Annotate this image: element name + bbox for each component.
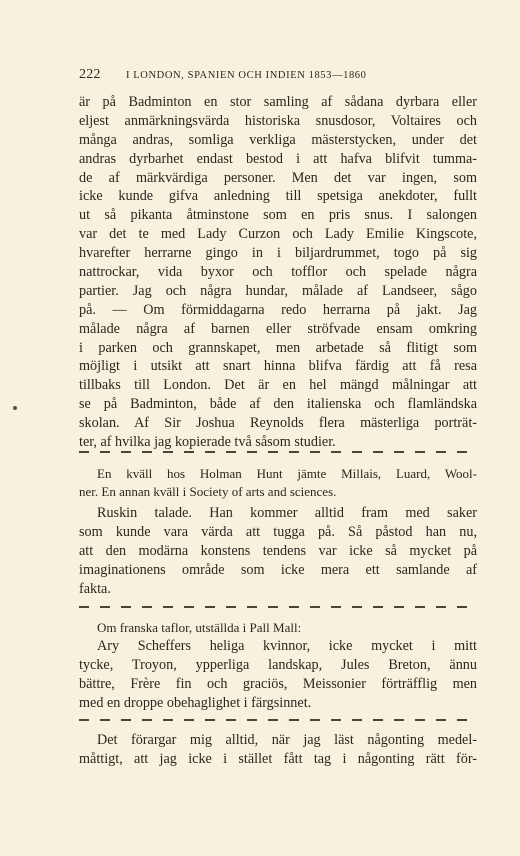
page-header <box>79 67 479 83</box>
section-divider <box>79 451 477 453</box>
text-line: ut så pikanta åtminstone som en pris snus. I salongen <box>79 207 477 224</box>
text-line: möjligt i utsikt att snart hinna blifva färdig att få resa <box>79 358 477 375</box>
text-line: ter, af hvilka jag kopierade två såsom studier. <box>79 434 336 451</box>
text-line: Ary Scheffers heliga kvinnor, icke mycket i mitt <box>97 638 477 654</box>
text-line: många andras, somliga verkliga mästerstycken, under det <box>79 131 477 148</box>
paragraph-french-paintings <box>79 637 477 713</box>
section-heading-hunt <box>79 465 477 501</box>
text-line: var det te med Lady Curzon och Lady Emilie Kingscote, <box>79 226 477 243</box>
text-line: eljest anmärkningsvärda historiska snusdosor, Voltaires och <box>79 112 477 129</box>
text-line: andras dyrbarhet endast bestod i att hafva blifvit tumma- <box>79 150 477 167</box>
text-line: i parken och grannskapet, men arbetade så flitigt som <box>79 339 477 356</box>
text-line: imaginationens område som icke mera ett samlande af <box>79 561 477 578</box>
text-line: hvarefter herrarne gingo in i biljardrummet, togo på sig <box>79 245 477 262</box>
text-line: på. — Om förmiddagarna redo herrarna på jakt. Jag <box>79 301 477 318</box>
text-line: nattrockar, vida byxor och tofflor och spelade några <box>79 264 477 281</box>
text-line: tycke, Troyon, ypperliga landskap, Jules Breton, ännu <box>79 656 477 673</box>
text-line: måttigt, att jag icke i stället fått tag i någonting rätt för- <box>79 750 477 767</box>
section-divider <box>79 719 477 721</box>
text-line: bättre, Frère fin och graciös, Meissonier förträfflig men <box>79 675 477 692</box>
page-number: 222 <box>79 67 101 82</box>
paragraph-reading <box>79 731 477 769</box>
text-line: fakta. <box>79 580 111 597</box>
text-line: är på Badminton en stor samling af sådana dyrbara eller <box>79 94 477 110</box>
text-line: icke kunde gifva anledning till spetsiga anekdoter, fullt <box>79 188 477 205</box>
section-heading-pall-mall <box>79 619 477 637</box>
text-line: med en droppe obehaglighet i färgsinnet. <box>79 694 312 711</box>
text-line: Ruskin talade. Han kommer alltid fram med saker <box>97 505 477 521</box>
paragraph-ruskin <box>79 504 477 598</box>
text-line: Om franska taflor, utställda i Pall Mall: <box>97 620 302 635</box>
text-line: som kunde vara värda att tugga på. Så påstod han nu, <box>79 523 477 540</box>
text-line: ner. En annan kväll i Society of arts and sciences. <box>79 484 337 499</box>
text-line: Det förargar mig alltid, när jag läst någonting medel- <box>97 732 477 748</box>
paragraph-badminton <box>79 93 477 452</box>
text-line: partier. Jag och några hundar, målade af Landseer, sågo <box>79 282 477 299</box>
text-line: de af märkvärdiga personer. Men det var ingen, som <box>79 169 477 186</box>
text-line: skolan. Af Sir Joshua Reynolds flera mästerliga porträt- <box>79 415 477 432</box>
text-line: En kväll hos Holman Hunt jämte Millais, Luard, Wool- <box>97 466 477 481</box>
text-line: tillbaks till London. Det är en hel mängd målningar att <box>79 377 477 394</box>
margin-mark <box>13 406 17 410</box>
running-title: I LONDON, SPANIEN OCH INDIEN 1853—1860 <box>125 70 367 81</box>
text-line: se på Badminton, både af den italienska och flamländska <box>79 396 477 413</box>
text-line: att den modärna konstens tendens var icke så mycket på <box>79 542 477 559</box>
text-line: målade några af barnen eller ströfvade ensam omkring <box>79 320 477 337</box>
section-divider <box>79 606 477 608</box>
